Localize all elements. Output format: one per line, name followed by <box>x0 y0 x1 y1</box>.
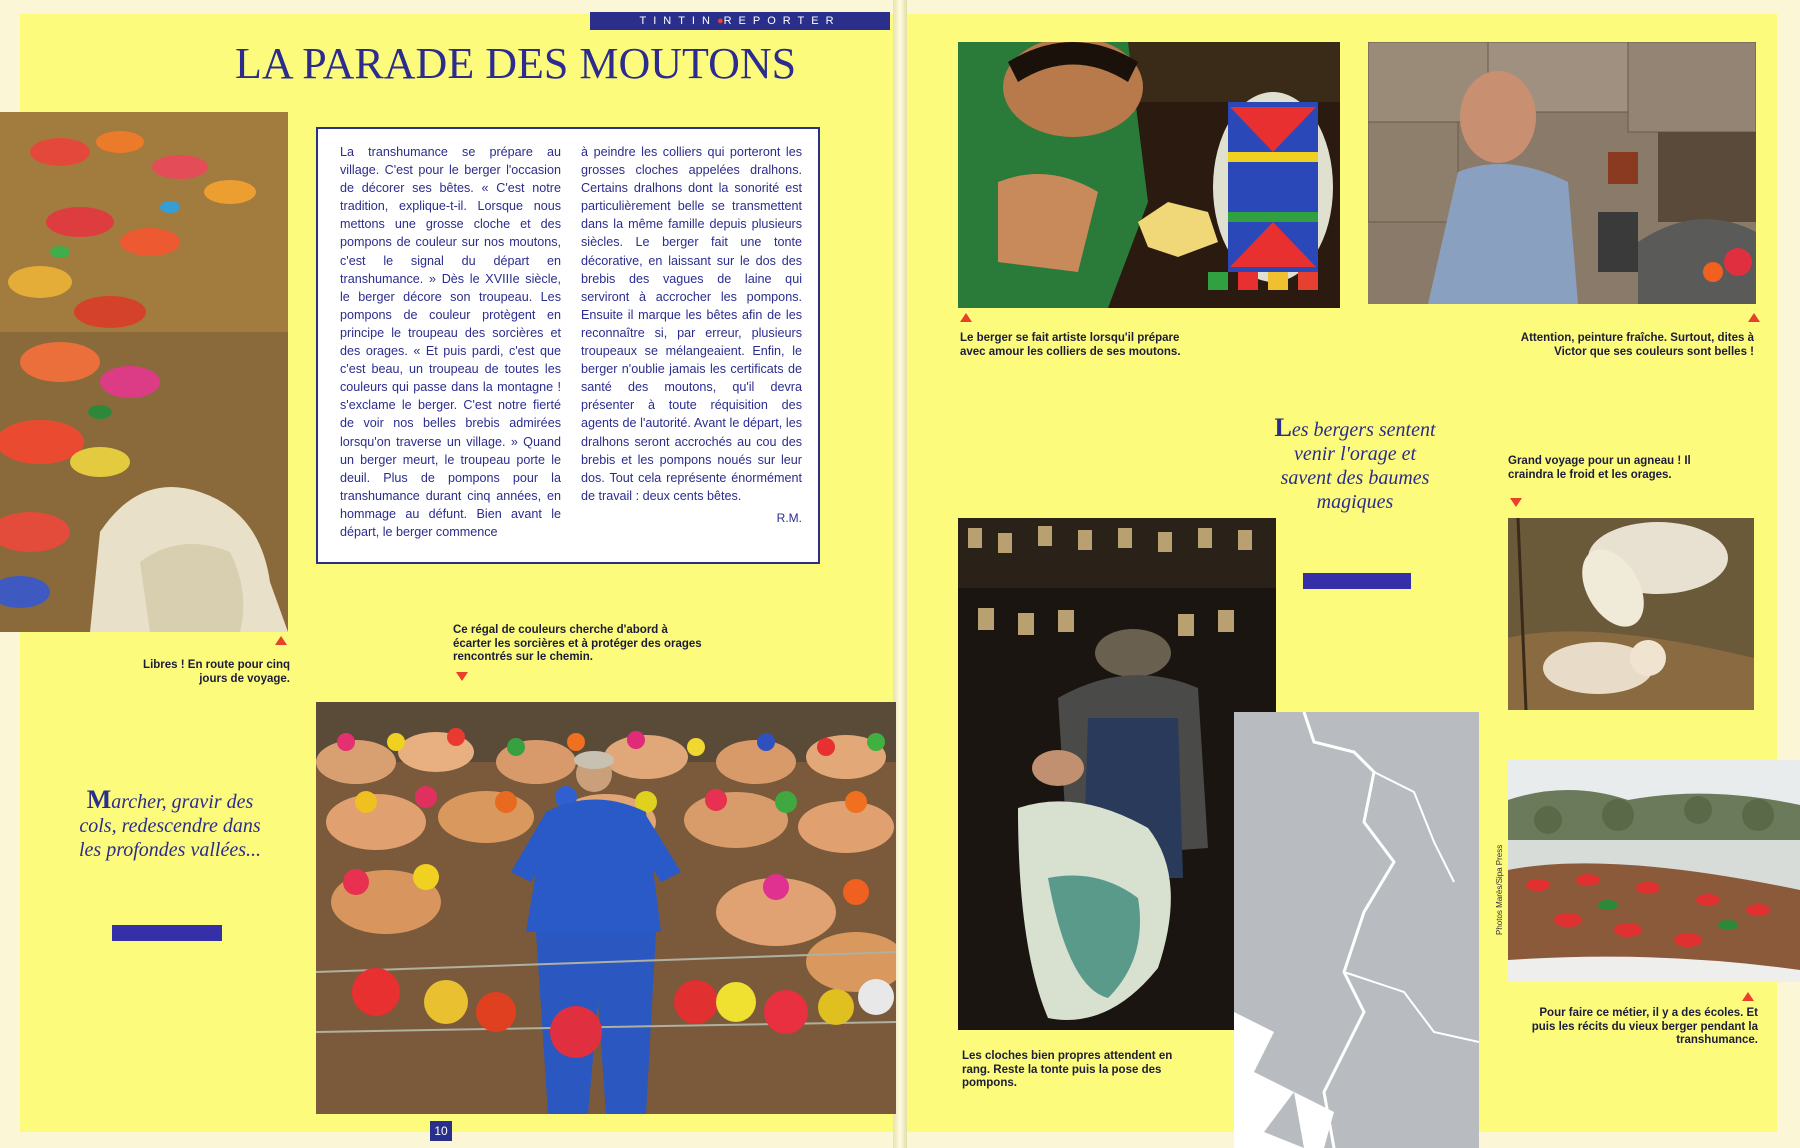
caption-shearing: Les cloches bien propres attendent en rang. Reste la tonte puis la pose des pompons. <box>962 1050 1173 1089</box>
caption-lamb: Grand voyage pour un agneau ! Il craindra le froid et les orages. <box>1508 455 1691 481</box>
pull-quote-initial: M <box>86 785 112 814</box>
photo-shepherd-painting-collar <box>958 42 1340 308</box>
section-banner: TINTIN●REPORTER <box>590 12 890 30</box>
caption-victor: Attention, peinture fraîche. Surtout, dites à Victor que ses couleurs sont belles ! <box>1520 332 1754 358</box>
pull-quote-walking <box>70 785 270 862</box>
caption-colors: Ce régal de couleurs cherche d'abord à écarter les sorcières et à protéger des orages rencontrés sur le chemin. <box>453 624 702 663</box>
caption-arrow-up-icon <box>1748 313 1760 322</box>
pull-quote-bar <box>112 925 222 941</box>
article-text-box <box>316 127 820 564</box>
pull-quote-text: archer, gravir des cols, redescendre dans les profondes vallées... <box>78 791 261 861</box>
pull-quote-bar <box>1303 573 1411 589</box>
caption-artist: Le berger se fait artiste lorsqu'il prépare avec amour les colliers de ses moutons. <box>960 332 1181 358</box>
caption-arrow-down-icon <box>1510 498 1522 507</box>
map-illustration <box>1234 712 1479 1148</box>
caption-arrow-up-icon <box>275 636 287 645</box>
article-column-2-text: à peindre les colliers qui porteront les grosses cloches appelées dralhons. Certains dralhons dont la sonorité est particulièrement belle se transmettent dans la même famille depuis plusieurs siècles. Le berger fait une tonte décorative, en laissant sur le dos des brebis des vagues de laine qui serviront à accrocher les pompons. Ensuite il marque les bêtes afin de les reconnaître si, par erreur, plusieurs troupeaux se mélangeaient. Enfin, le berger n'oublie jamais les certificats de santé des moutons, qu'il devra présenter à toute réquisition des agents de l'autorité. Avant le départ, les dralhons seront accrochés au cou des brebis et les pompons noués sur leur dos. Tout cela représente énormément de travail : deux cents bêtes. <box>581 145 802 503</box>
photo-victor-painting <box>1368 42 1756 304</box>
caption-arrow-down-icon <box>456 672 468 681</box>
article-title: LA PARADE DES MOUTONS <box>235 39 797 88</box>
photo-shearing <box>958 518 1276 1030</box>
photo-credit: Photos Marès/Sipa Press <box>1495 844 1504 935</box>
pull-quote-initial: L <box>1274 413 1292 442</box>
photo-shepherd-flock <box>316 702 896 1114</box>
caption-sheep-running: Libres ! En route pour cinq jours de voyage. <box>143 659 290 685</box>
photo-newborn-lamb <box>1508 518 1754 710</box>
article-column-1: La transhumance se prépare au village. C'est pour le berger l'occasion de décorer ses bêtes. « C'est notre tradition, explique-t-il. Lorsque nous mettons une grosse cloche et des pompons de couleur sur nos moutons, c'est le signal du départ en transhumance. » Dès le XVIIIe siècle, le berger décore son troupeau. Les pompons de couleur protègent en principe le troupeau des sorcières et des orages. « Et puis pardi, c'est que c'est beau, un troupeau de toutes les couleurs qui passe dans la montagne ! s'exclame le berger. C'est notre fierté de voir nos belles brebis admirées lorsqu'on traverse un village. » Quand un berger meurt, le troupeau porte le deuil. Plus de pompons pour la transhumance durant cinq années, en hommage au défunt. Bien avant le départ, le berger commence <box>340 145 561 539</box>
photo-sheep-running <box>0 112 288 632</box>
author-signature: R.M. <box>776 510 802 525</box>
caption-arrow-up-icon <box>1742 992 1754 1001</box>
article-column-2 <box>581 143 802 552</box>
pull-quote-storm <box>1270 413 1440 514</box>
pull-quote-text: es bergers sentent venir l'orage et savent des baumes magiques <box>1280 419 1436 513</box>
photo-flock-snow <box>1508 760 1800 982</box>
caption-arrow-up-icon <box>960 313 972 322</box>
page-number: 10 <box>430 1121 452 1141</box>
caption-school: Pour faire ce métier, il y a des écoles. Et puis les récits du vieux berger pendant la transhumance. <box>1531 1007 1758 1046</box>
